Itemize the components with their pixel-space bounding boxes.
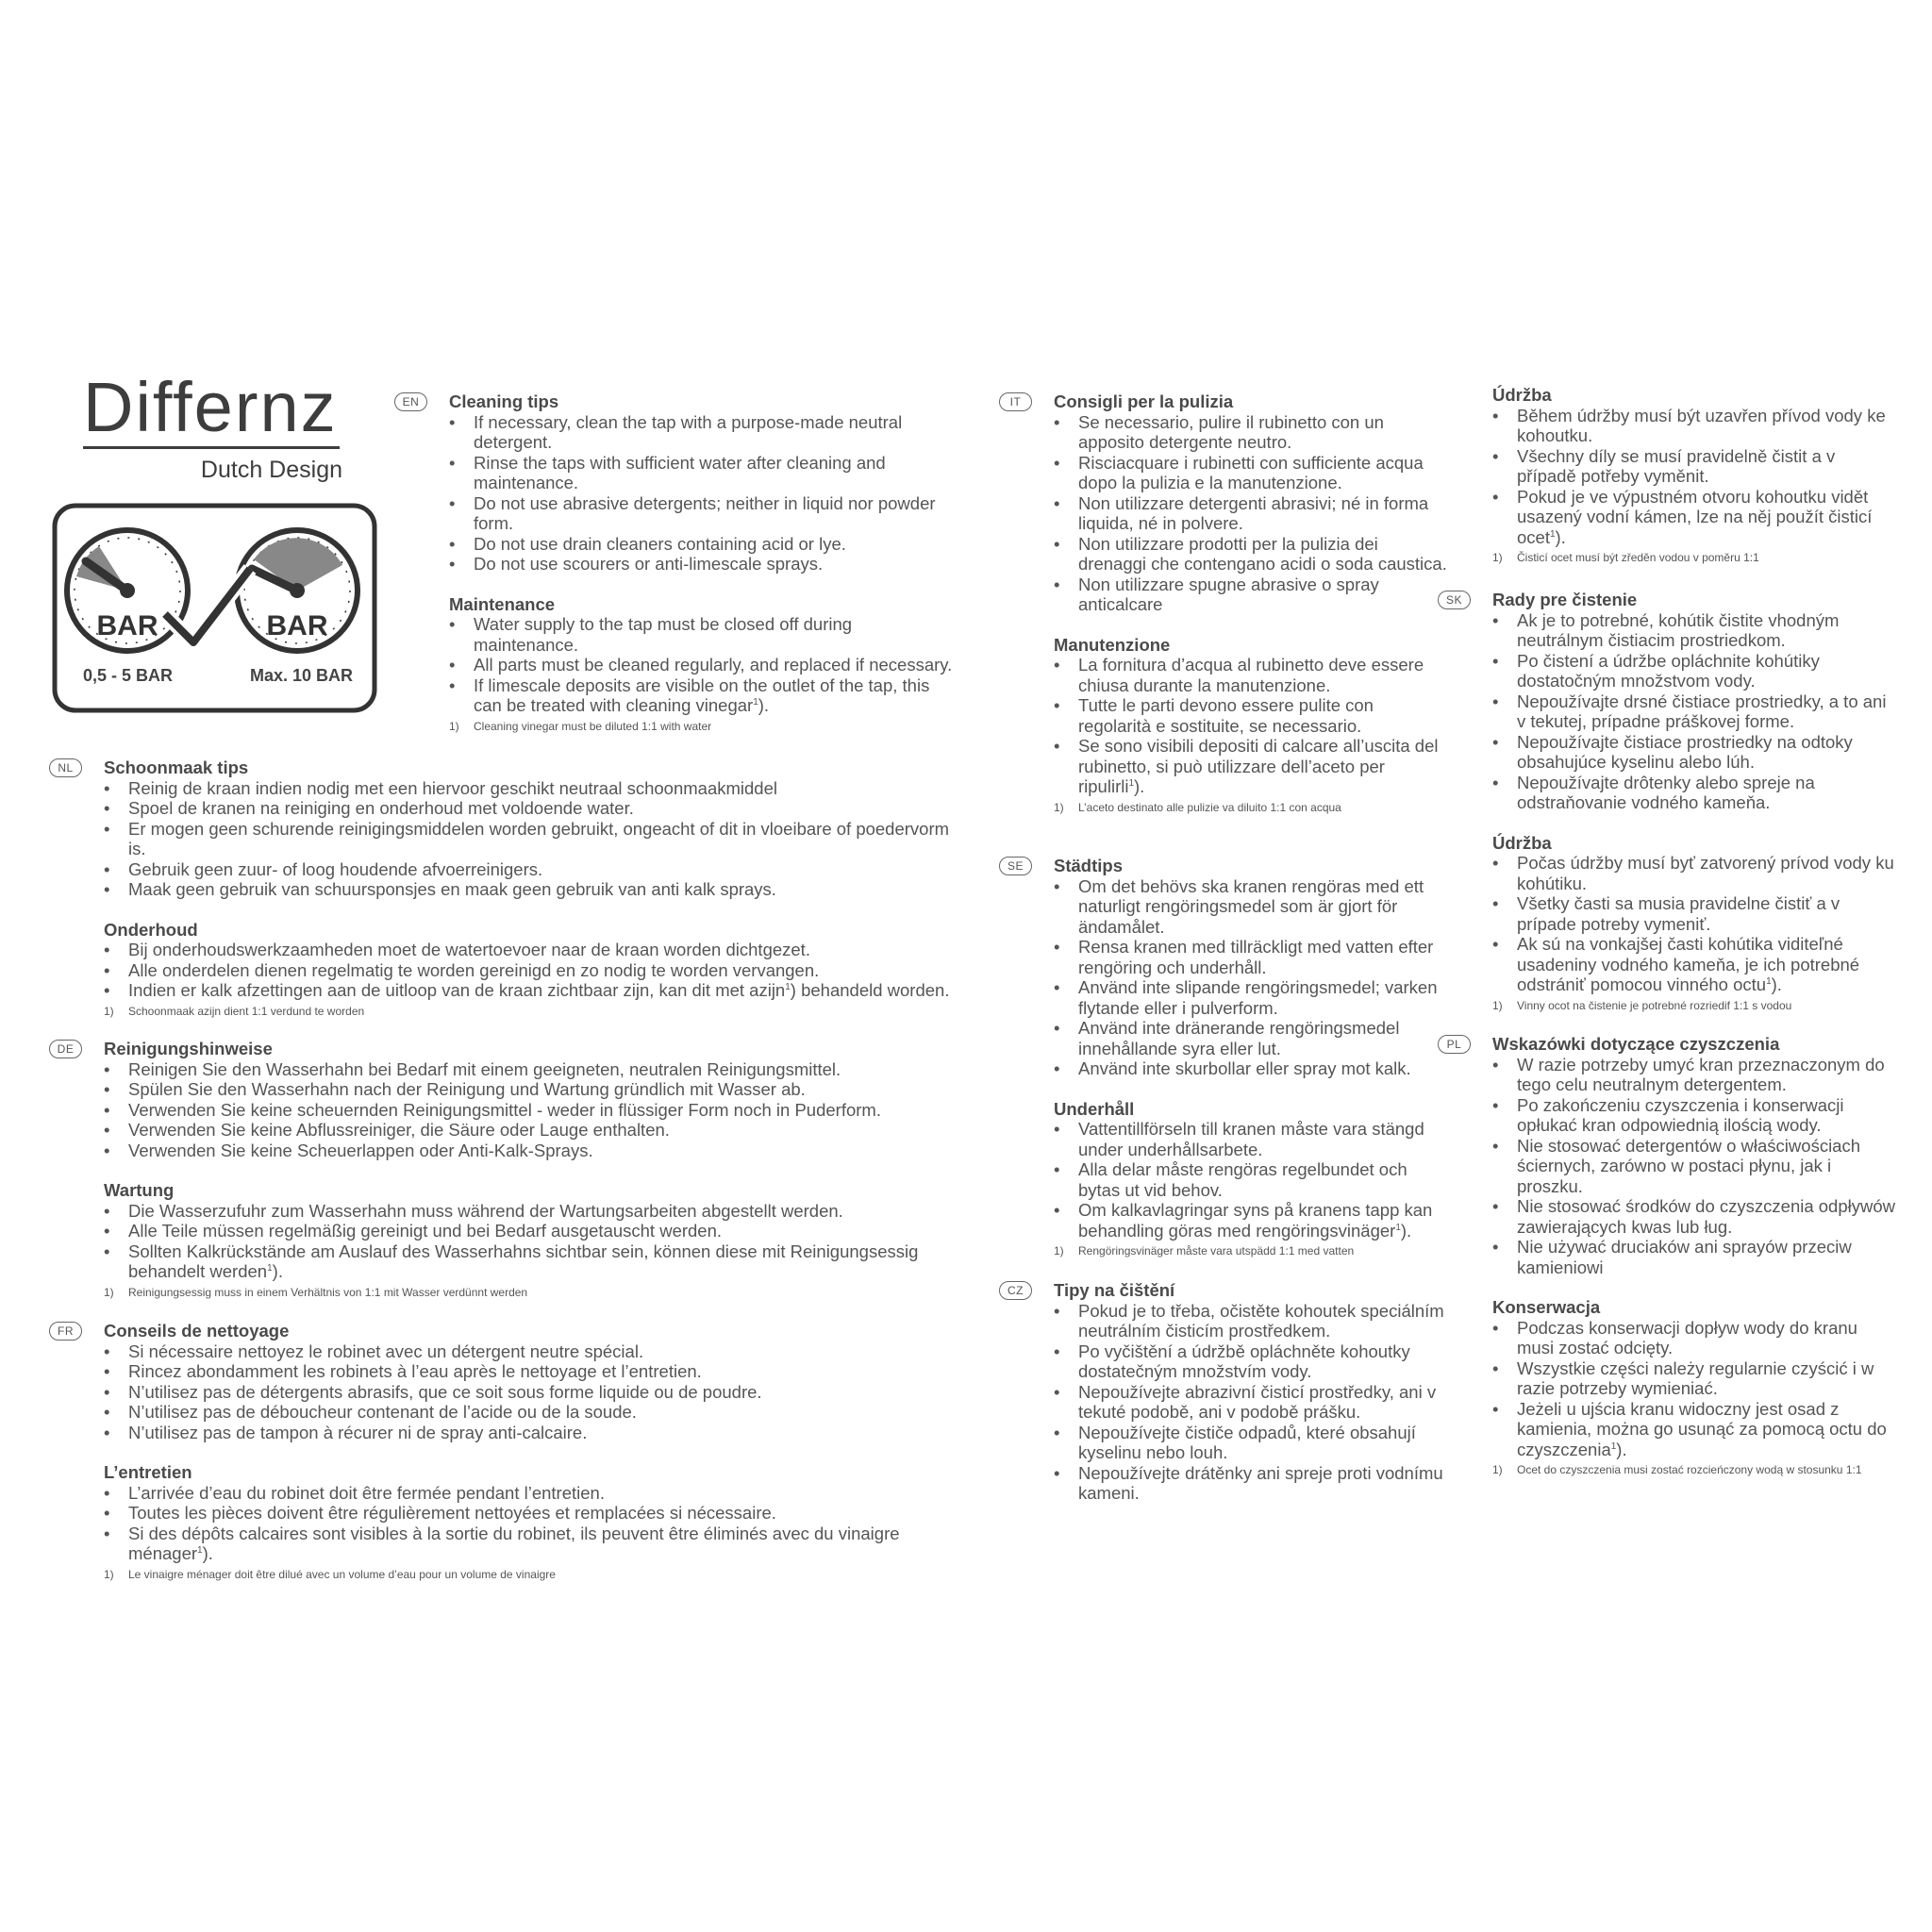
footnote-mark: 1) xyxy=(1054,1244,1064,1257)
list-item: • Si nécessaire nettoyez le robinet avec un détergent neutre spécial. xyxy=(104,1341,962,1362)
items-list xyxy=(104,1341,962,1443)
list-item-text: Pokud je ve výpustném otvoru kohoutku vidět usazený vodní kámen, lze na něj použít čisticí ocet xyxy=(1517,486,1873,547)
list-item xyxy=(104,1503,962,1524)
max-pressure-label: Max. 10 BAR xyxy=(250,666,354,685)
list-item: • Nepoužívajte drsné čistiace prostriedky, a to ani v tekutej, prípadne práškovej forme. xyxy=(1492,691,1898,732)
list-item-tail: ). xyxy=(1771,974,1782,994)
list-item: • Nie stosować detergentów o właściwościach ściernych, zarówno w postaci płynu, jak i proszku. xyxy=(1492,1136,1898,1197)
list-item xyxy=(1492,1399,1898,1460)
list-item: • Maak geen gebruik van schuursponsjes en maak geen gebruik van anti kalk sprays. xyxy=(104,879,962,900)
list-item-tail: ). xyxy=(1555,526,1566,547)
footnote xyxy=(104,1567,962,1582)
list-item xyxy=(104,960,962,981)
list-item xyxy=(104,940,962,960)
list-item xyxy=(1492,406,1898,446)
list-item-text: Si des dépôts calcaires sont visibles à la sortie du robinet, ils peuvent être éliminés avec du vinaigre ménager xyxy=(128,1523,900,1563)
list-item-text: Bij onderhoudswerkzaamheden moet de watertoevoer naar de kraan worden dichtgezet. xyxy=(128,940,810,959)
list-item: • N’utilisez pas de détergents abrasifs, que ce soit sous forme liquide ou de poudre. xyxy=(104,1382,962,1403)
maintenance-list xyxy=(104,1483,962,1564)
section-sk xyxy=(1445,590,1898,1013)
footnote-mark: 1) xyxy=(1054,800,1064,814)
list-item: • Spülen Sie den Wasserhahn nach der Reinigung und Wartung gründlich mit Wasser ab. xyxy=(104,1079,962,1100)
list-item: • Verwenden Sie keine Scheuerlappen oder Anti-Kalk-Sprays. xyxy=(104,1141,962,1161)
list-item-text: Water supply to the tap must be closed off during maintenance. xyxy=(474,614,853,655)
footnote-mark: 1) xyxy=(449,719,459,733)
footnote-text: Rengöringsvinäger måste vara utspädd 1:1 med vatten xyxy=(1078,1244,1355,1257)
cleaning-heading: Wskazówki dotyczące czyszczenia xyxy=(1492,1034,1780,1054)
list-item-text: L’arrivée d’eau du robinet doit être fermée pendant l’entretien. xyxy=(128,1482,605,1503)
section-cz xyxy=(1008,1280,1450,1504)
list-item-text: Ak sú na vonkajšej časti kohútika viditeľné usadeniny vodného kameňa, je ich potrebné odstrániť pomocou vinného octu xyxy=(1517,934,1860,994)
list-item-tail: ). xyxy=(1616,1439,1627,1459)
footnote-ref: 1 xyxy=(1549,528,1556,540)
list-item: • N’utilisez pas de tampon à récurer ni de spray anti-calcaire. xyxy=(104,1423,962,1443)
list-item: • Non utilizzare spugne abrasive o spray anticalcare xyxy=(1054,575,1450,615)
footnote xyxy=(1492,1462,1898,1477)
list-item: • Verwenden Sie keine Abflussreiniger, die Säure oder Lauge enthalten. xyxy=(104,1120,962,1141)
list-item-text: Sollten Kalkrückstände am Auslauf des Wasserhahns sichtbar sein, können diese mit Reinigungsessig behandelt werden xyxy=(128,1241,919,1281)
footnote xyxy=(1054,1243,1450,1258)
section-pl xyxy=(1446,1034,1898,1477)
footnote xyxy=(104,1004,962,1019)
maintenance-heading: Údržba xyxy=(1492,832,1552,853)
language-badge: IT xyxy=(999,392,1032,411)
water-pressure-pictogram xyxy=(52,503,377,713)
brand-logo xyxy=(83,368,342,484)
list-item: • Po vyčištění a údržbě opláchněte kohoutky dostatečným množstvím vody. xyxy=(1054,1341,1450,1382)
list-item: • Nie używać druciaków ani sprayów przeciw kamieniowi xyxy=(1492,1237,1898,1277)
list-item xyxy=(1054,736,1450,797)
section-nl xyxy=(58,758,962,1019)
list-item xyxy=(1054,1200,1450,1241)
list-item xyxy=(1492,893,1898,934)
footnote-text: Schoonmaak azijn dient 1:1 verdund te worden xyxy=(128,1004,365,1018)
list-item-text: Tutte le parti devono essere pulite con regolarità e sostituite, se necessario. xyxy=(1078,695,1374,736)
footnote-mark: 1) xyxy=(1492,1463,1503,1476)
footnote-ref: 1 xyxy=(1395,1222,1401,1233)
maintenance-heading: L’entretien xyxy=(104,1462,192,1482)
items-list xyxy=(1492,1055,1898,1278)
list-item: • Nepoužívajte čistiace prostriedky na odtoky obsahujúce kyselinu alebo lúh. xyxy=(1492,732,1898,773)
section-fr xyxy=(58,1321,962,1582)
list-item: • Använd inte slipande rengöringsmedel; varken flytande eller i pulverform. xyxy=(1054,977,1450,1018)
list-item: • Po zakończeniu czyszczenia i konserwacji opłukać kran odpowiednią ilością wody. xyxy=(1492,1095,1898,1136)
footnote xyxy=(104,1285,962,1300)
list-item-text: Om kalkavlagringar syns på kranens tapp kan behandling göras med rengöringsvinäger xyxy=(1078,1200,1433,1241)
list-item xyxy=(104,1221,962,1241)
list-item: • Nepoužívejte drátěnky ani spreje proti vodnímu kameni. xyxy=(1054,1463,1450,1504)
list-item: • Om det behövs ska kranen rengöras med ett naturligt rengöringsmedel som är gjort för ändamålet. xyxy=(1054,876,1450,938)
cleaning-heading: Reinigungshinweise xyxy=(104,1039,273,1058)
list-item: • Do not use scourers or anti-limescale sprays. xyxy=(449,554,958,575)
items-list xyxy=(1054,412,1450,615)
footnote xyxy=(1492,550,1898,565)
list-item: • Do not use drain cleaners containing acid or lye. xyxy=(449,534,958,555)
maintenance-list xyxy=(449,614,958,716)
list-item xyxy=(104,1524,962,1564)
cleaning-heading: Rady pre čistenie xyxy=(1492,590,1638,609)
footnote-ref: 1 xyxy=(753,696,758,708)
list-item xyxy=(1492,934,1898,995)
maintenance-heading: Underhåll xyxy=(1054,1098,1135,1119)
footnote-ref: 1 xyxy=(785,981,791,992)
list-item-text: All parts must be cleaned regularly, and replaced if necessary. xyxy=(474,655,953,675)
logo-underline xyxy=(83,446,340,449)
list-item: • Spoel de kranen na reiniging en onderhoud met voldoende water. xyxy=(104,798,962,819)
list-item: • Verwenden Sie keine scheuernden Reinigungsmittel - weder in flüssiger Form noch in Puderform. xyxy=(104,1100,962,1121)
list-item xyxy=(104,980,962,1001)
list-item: • Reinigen Sie den Wasserhahn bei Bedarf mit einem geeigneten, neutralen Reinigungsmittel. xyxy=(104,1059,962,1080)
maintenance-heading: Wartung xyxy=(104,1180,175,1200)
logo-subtitle: Dutch Design xyxy=(200,457,342,483)
list-item: • If necessary, clean the tap with a purpose-made neutral detergent. xyxy=(449,412,958,453)
list-item: • Nepoužívajte drôtenky alebo spreje na odstraňovanie vodného kameňa. xyxy=(1492,773,1898,813)
maintenance-heading: Údržba xyxy=(1492,385,1552,405)
footnote-mark: 1) xyxy=(104,1004,114,1018)
logo-name: Differnz xyxy=(83,368,338,446)
footnote-mark: 1) xyxy=(1492,998,1503,1012)
footnote-text: Reinigungsessig muss in einem Verhältnis von 1:1 mit Wasser verdünnt werden xyxy=(128,1285,528,1299)
footnote-mark: 1) xyxy=(104,1285,114,1299)
footnote xyxy=(1492,998,1898,1013)
cleaning-heading: Consigli per la pulizia xyxy=(1054,391,1234,411)
list-item: • Rinse the taps with sufficient water after cleaning and maintenance. xyxy=(449,453,958,493)
list-item-text: Wszystkie części należy regularnie czyścić i w razie potrzeby wymieniać. xyxy=(1517,1357,1874,1398)
list-item xyxy=(104,1241,962,1282)
footnote-text: Čisticí ocet musí být zředěn vodou v poměru 1:1 xyxy=(1517,551,1759,564)
list-item-tail: ). xyxy=(1400,1220,1412,1241)
section-de xyxy=(57,1039,962,1300)
list-item: • Rensa kranen med tillräckligt med vatten efter rengöring och underhåll. xyxy=(1054,937,1450,977)
list-item xyxy=(449,675,958,716)
footnote-text: Vinny ocot na čistenie je potrebné rozriedif 1:1 s vodou xyxy=(1517,998,1792,1012)
footnote-ref: 1 xyxy=(1128,777,1135,789)
maintenance-heading: Konserwacja xyxy=(1492,1297,1601,1317)
list-item: • Rincez abondamment les robinets à l’eau après le nettoyage et l’entretien. xyxy=(104,1361,962,1382)
footnote-mark: 1) xyxy=(1492,551,1503,564)
items-list xyxy=(1054,876,1450,1079)
list-item: • Reinig de kraan indien nodig met een hiervoor geschikt neutraal schoonmaakmiddel xyxy=(104,778,962,799)
list-item: • Non utilizzare detergenti abrasivi; né in forma liquida, né in polvere. xyxy=(1054,493,1450,534)
language-badge: SE xyxy=(999,857,1032,875)
list-item xyxy=(449,655,958,675)
list-item: • Använd inte dränerande rengöringsmedel innehållande syra eller lut. xyxy=(1054,1018,1450,1058)
section-se xyxy=(1007,856,1450,1258)
items-list xyxy=(104,778,962,900)
cleaning-heading: Conseils de nettoyage xyxy=(104,1321,290,1341)
list-item-text: Během údržby musí být uzavřen přívod vody ke kohoutku. xyxy=(1517,405,1886,445)
footnote xyxy=(1054,800,1450,815)
list-item: • N’utilisez pas de déboucheur contenant de l’acide ou de la soude. xyxy=(104,1402,962,1423)
cleaning-heading: Städtips xyxy=(1054,856,1123,875)
footnote xyxy=(449,719,958,734)
list-item-text: Indien er kalk afzettingen aan de uitloop van de kraan zichtbaar zijn, kan dit met azijn xyxy=(128,980,786,1000)
language-badge: PL xyxy=(1438,1035,1471,1054)
list-item-text: Toutes les pièces doivent être régulièrement nettoyées et remplacées si nécessaire. xyxy=(128,1503,776,1523)
language-badge: CZ xyxy=(999,1281,1032,1300)
maintenance-list xyxy=(104,1201,962,1282)
list-item xyxy=(1492,446,1898,487)
list-item-text: La fornitura d’acqua al rubinetto deve essere chiusa durante la manutenzione. xyxy=(1078,655,1424,695)
list-item: • Nepoužívejte čističe odpadů, které obsahují kyselinu nebo louh. xyxy=(1054,1423,1450,1463)
maintenance-list xyxy=(1054,1119,1450,1241)
list-item-tail: ). xyxy=(202,1543,213,1563)
cleaning-heading: Schoonmaak tips xyxy=(104,758,249,777)
section-it xyxy=(1009,391,1450,815)
footnote-text: Ocet do czyszczenia musi zostać rozcieńczony wodą w stosunku 1:1 xyxy=(1517,1463,1862,1476)
list-item-text: Podczas konserwacji dopływ wody do kranu musi zostać odcięty. xyxy=(1517,1317,1857,1357)
list-item: • Do not use abrasive detergents; neither in liquid nor powder form. xyxy=(449,493,958,534)
maintenance-list xyxy=(1492,853,1898,995)
list-item xyxy=(1054,695,1450,736)
list-item: • Risciacquare i rubinetti con sufficiente acqua dopo la pulizia e la manutenzione. xyxy=(1054,453,1450,493)
list-item xyxy=(104,1201,962,1222)
footnote-text: Le vinaigre ménager doit être dilué avec un volume d’eau pour un volume de vinaigre xyxy=(128,1567,556,1581)
maintenance-heading: Maintenance xyxy=(449,593,556,614)
list-item: • Ak je to potrebné, kohútik čistite vhodným neutrálnym čistiacim prostriedkom. xyxy=(1492,610,1898,651)
list-item-tail: ). xyxy=(272,1261,283,1281)
list-item: • Använd inte skurbollar eller spray mot kalk. xyxy=(1054,1058,1450,1079)
list-item: • Non utilizzare prodotti per la pulizia dei drenaggi che contengano acidi o soda caustica. xyxy=(1054,534,1450,575)
list-item-text: Všechny díly se musí pravidelně čistit a v případě potřeby vyměnit. xyxy=(1517,445,1836,486)
footnote-ref: 1 xyxy=(1766,975,1772,987)
maintenance-list xyxy=(104,940,962,1001)
footnote-ref: 1 xyxy=(1610,1441,1617,1452)
maintenance-heading: Onderhoud xyxy=(104,919,198,940)
min-pressure-label: 0,5 - 5 BAR xyxy=(83,666,174,685)
maintenance-list xyxy=(1492,406,1898,548)
list-item-text: Se sono visibili depositi di calcare all’uscita del rubinetto, si può utilizzare dell’aceto per ripulirli xyxy=(1078,736,1439,796)
maintenance-heading: Manutenzione xyxy=(1054,634,1171,655)
left-gauge-label: BAR xyxy=(96,610,158,641)
list-item xyxy=(1492,853,1898,893)
language-badge: NL xyxy=(49,758,82,777)
cleaning-heading: Cleaning tips xyxy=(449,391,559,411)
list-item-text: Alle Teile müssen regelmäßig gereinigt und bei Bedarf ausgetauscht werden. xyxy=(128,1221,723,1241)
list-item xyxy=(1054,1119,1450,1159)
maintenance-list xyxy=(1054,655,1450,797)
language-badge: EN xyxy=(394,392,427,411)
list-item: • W razie potrzeby umyć kran przeznaczonym do tego celu neutralnym detergentem. xyxy=(1492,1055,1898,1095)
list-item xyxy=(1492,487,1898,548)
section-cz-maintenance xyxy=(1492,385,1898,565)
list-item-text: If limescale deposits are visible on the outlet of the tap, this can be treated with cleaning vinegar xyxy=(474,675,930,715)
list-item-text: Všetky časti sa musia pravidelne čistiť a v prípade potreby vymeniť. xyxy=(1517,893,1840,934)
language-badge: DE xyxy=(49,1040,82,1058)
language-badge: SK xyxy=(1438,591,1471,609)
list-item-text: Počas údržby musí byť zatvorený prívod vody ku kohútiku. xyxy=(1517,853,1894,893)
list-item: • Gebruik geen zuur- of loog houdende afvoerreinigers. xyxy=(104,859,962,880)
list-item xyxy=(1492,1358,1898,1399)
list-item: • Nie stosować środków do czyszczenia odpływów zawierających kwas lub ług. xyxy=(1492,1196,1898,1237)
maintenance-list xyxy=(1492,1318,1898,1460)
footnote-ref: 1 xyxy=(267,1262,273,1274)
footnote-text: Cleaning vinegar must be diluted 1:1 with water xyxy=(474,719,712,733)
list-item-text: Alla delar måste rengöras regelbundet och bytas ut vid behov. xyxy=(1078,1159,1407,1200)
list-item xyxy=(1492,1318,1898,1358)
list-item xyxy=(449,614,958,655)
list-item: • Po čistení a údržbe opláchnite kohútiky dostatočným množstvom vody. xyxy=(1492,651,1898,691)
list-item-tail: ) behandeld worden. xyxy=(790,980,950,1000)
language-badge: FR xyxy=(49,1322,82,1341)
footnote-mark: 1) xyxy=(104,1567,114,1581)
section-en xyxy=(402,391,958,734)
list-item-text: Jeżeli u ujścia kranu widoczny jest osad z kamienia, można go usunąć za pomocą octu do czyszczenia xyxy=(1517,1398,1887,1459)
list-item xyxy=(104,1483,962,1504)
right-gauge-label: BAR xyxy=(266,610,328,641)
items-list xyxy=(104,1059,962,1161)
list-item-text: Vattentillförseln till kranen måste vara stängd under underhållsarbete. xyxy=(1078,1119,1424,1159)
cleaning-heading: Tipy na čištění xyxy=(1054,1280,1175,1300)
footnote-text: L’aceto destinato alle pulizie va diluito 1:1 con acqua xyxy=(1078,800,1341,814)
list-item xyxy=(1054,1159,1450,1200)
list-item-text: Die Wasserzufuhr zum Wasserhahn muss während der Wartungsarbeiten abgestellt werden. xyxy=(128,1200,843,1221)
list-item-tail: ). xyxy=(758,695,770,715)
list-item: • Nepoužívejte abrazivní čisticí prostředky, ani v tekuté podobě, ani v podobě prášku. xyxy=(1054,1382,1450,1423)
items-list xyxy=(1054,1301,1450,1504)
items-list xyxy=(449,412,958,575)
list-item-text: Alle onderdelen dienen regelmatig te worden gereinigd en zo nodig te worden vervangen. xyxy=(128,959,820,980)
list-item: • Pokud je to třeba, očistěte kohoutek speciálním neutrálním čisticím prostředkem. xyxy=(1054,1301,1450,1341)
list-item-tail: ). xyxy=(1134,776,1145,796)
list-item: • Er mogen geen schurende reinigingsmiddelen worden gebruikt, ongeacht of dit in vloeibare of poedervorm is. xyxy=(104,819,962,859)
list-item: • Se necessario, pulire il rubinetto con un apposito detergente neutro. xyxy=(1054,412,1450,453)
footnote-ref: 1 xyxy=(197,1544,203,1556)
items-list xyxy=(1492,610,1898,813)
list-item xyxy=(1054,655,1450,695)
